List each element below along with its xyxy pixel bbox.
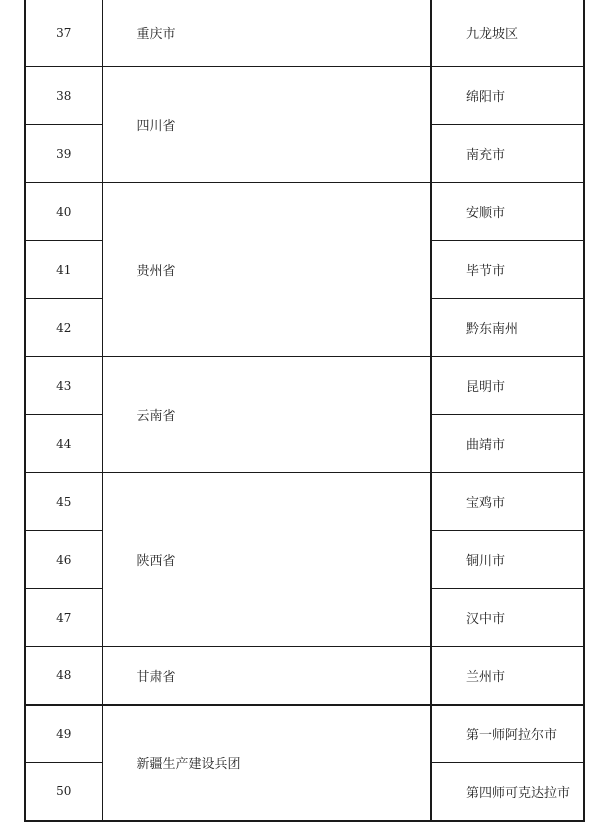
- city-name: 曲靖市: [431, 415, 584, 473]
- province-name: 重庆市: [102, 0, 431, 67]
- city-list-table-container: [24, 0, 583, 822]
- table-row: [25, 705, 584, 763]
- province-name: 甘肃省: [102, 647, 431, 705]
- city-name: 昆明市: [431, 357, 584, 415]
- province-name: 四川省: [102, 67, 431, 183]
- row-number: 49: [25, 705, 102, 763]
- table-row: [25, 473, 584, 531]
- table-row: [25, 67, 584, 125]
- row-number: 46: [25, 531, 102, 589]
- city-name: 第一师阿拉尔市: [431, 705, 584, 763]
- city-name: 铜川市: [431, 531, 584, 589]
- city-name: 南充市: [431, 125, 584, 183]
- city-list-table: [24, 0, 585, 822]
- row-number: 48: [25, 647, 102, 705]
- province-name: 云南省: [102, 357, 431, 473]
- city-name: 宝鸡市: [431, 473, 584, 531]
- city-name: 绵阳市: [431, 67, 584, 125]
- table-row: [25, 183, 584, 241]
- city-name: 九龙坡区: [431, 0, 584, 67]
- province-name: 陕西省: [102, 473, 431, 647]
- table-row: [25, 0, 584, 67]
- province-name: 新疆生产建设兵团: [102, 705, 431, 821]
- row-number: 43: [25, 357, 102, 415]
- table-row: [25, 357, 584, 415]
- table-row: [25, 647, 584, 705]
- province-name: 贵州省: [102, 183, 431, 357]
- row-number: 47: [25, 589, 102, 647]
- city-name: 安顺市: [431, 183, 584, 241]
- row-number: 42: [25, 299, 102, 357]
- city-name: 毕节市: [431, 241, 584, 299]
- city-name: 第四师可克达拉市: [431, 763, 584, 821]
- row-number: 40: [25, 183, 102, 241]
- row-number: 45: [25, 473, 102, 531]
- row-number: 39: [25, 125, 102, 183]
- row-number: 38: [25, 67, 102, 125]
- row-number: 44: [25, 415, 102, 473]
- row-number: 41: [25, 241, 102, 299]
- city-name: 黔东南州: [431, 299, 584, 357]
- city-name: 兰州市: [431, 647, 584, 705]
- city-name: 汉中市: [431, 589, 584, 647]
- row-number: 50: [25, 763, 102, 821]
- row-number: 37: [25, 0, 102, 67]
